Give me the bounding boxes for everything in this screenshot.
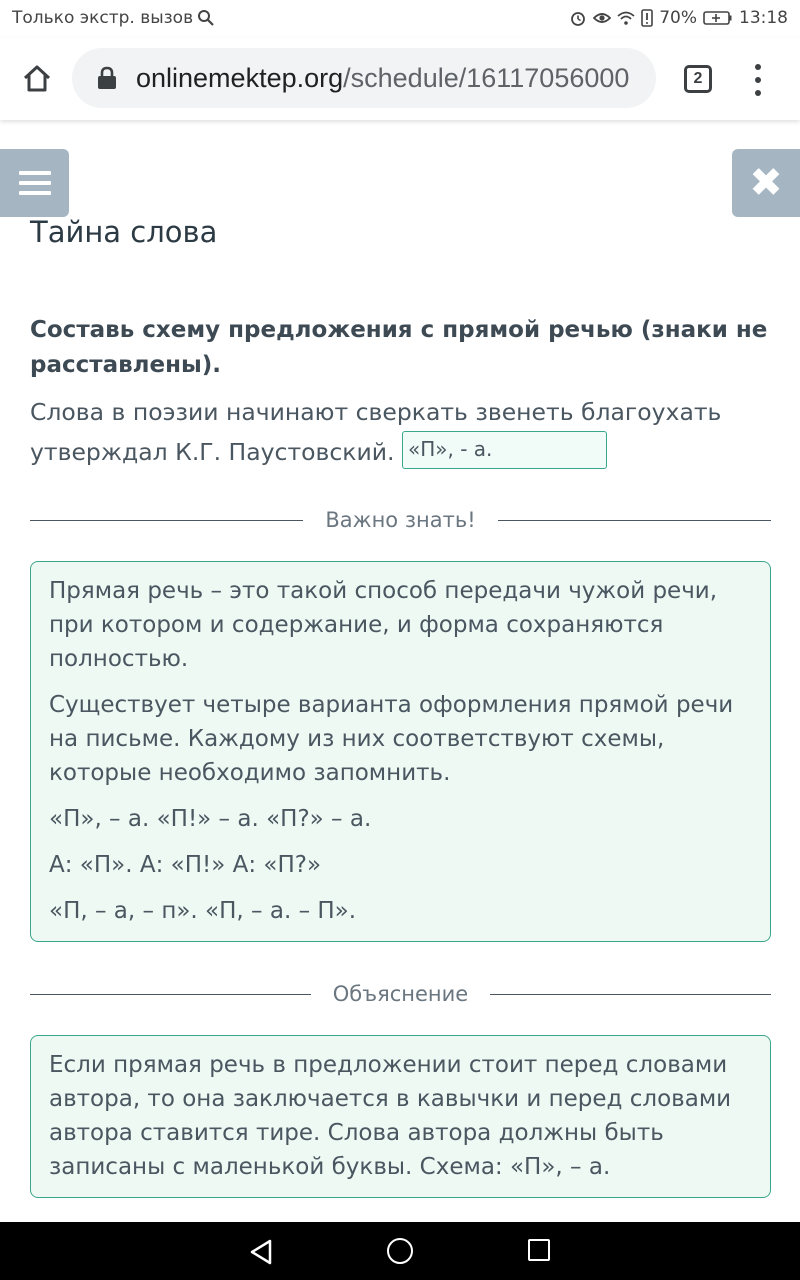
- explanation-divider: [30, 979, 771, 1009]
- eye-icon: [593, 9, 611, 27]
- important-paragraph: Существует четыре варианта оформления прямой речи на письме. Каждому из них соответствуют схемы, которые необходимо запомнить.: [49, 692, 734, 786]
- answer-input[interactable]: «П», - а.: [402, 431, 607, 469]
- battery-percent: 70%: [659, 8, 697, 28]
- scheme-line: А: «П». А: «П!» А: «П?»: [49, 852, 322, 878]
- divider-line: [30, 520, 303, 521]
- scheme-line: «П», – а. «П!» – а. «П?» – а.: [49, 806, 372, 832]
- back-icon[interactable]: [248, 1238, 274, 1266]
- status-left: [12, 8, 215, 28]
- task-sentence: [30, 392, 775, 473]
- hamburger-icon[interactable]: [0, 149, 69, 217]
- clock: 13:18: [739, 8, 788, 28]
- wifi-icon: [617, 9, 635, 27]
- recent-apps-icon[interactable]: [528, 1239, 550, 1261]
- page-title: Тайна слова: [30, 215, 218, 249]
- search-icon: [197, 9, 215, 27]
- important-paragraph: Прямая речь – это такой способ передачи чужой речи, при котором и содержание, и форма сохраняются полностью.: [49, 578, 718, 672]
- divider-line: [490, 994, 771, 995]
- circle-home-icon[interactable]: [387, 1238, 413, 1264]
- tab-switcher-button[interactable]: 2: [684, 65, 712, 93]
- carrier-text: Только экстр. вызов: [12, 8, 194, 28]
- browser-toolbar: [0, 38, 800, 120]
- navigation-bar: [0, 1222, 800, 1280]
- status-right: [569, 8, 788, 28]
- battery-icon: [703, 9, 733, 27]
- more-icon[interactable]: [744, 60, 772, 100]
- divider-line: [498, 520, 771, 521]
- home-icon: [22, 64, 52, 94]
- divider-line: [30, 994, 311, 995]
- alarm-icon: [569, 9, 587, 27]
- url-bar[interactable]: [72, 48, 656, 108]
- explanation-box: [30, 1035, 771, 1198]
- explanation-text: Если прямая речь в предложении стоит перед словами автора, то она заключается в кавычки и перед словами автора ставится тире. Слова автора должны быть записаны с маленькой буквы. Схема: «П», – а.: [49, 1052, 732, 1180]
- explanation-label: Объяснение: [332, 982, 469, 1006]
- status-bar: [0, 0, 800, 38]
- url-path: /schedule/16117056000: [343, 62, 630, 93]
- sentence-text: Слова в поэзии начинают сверкать звенеть благоухать утверждал К.Г. Паустовский.: [30, 398, 722, 466]
- lock-icon: [96, 66, 118, 90]
- url-text: [136, 63, 629, 94]
- scheme-line: «П, – а, – п». «П, – а. – П».: [49, 898, 357, 924]
- home-button[interactable]: [14, 56, 60, 102]
- important-label: Важно знать!: [325, 508, 476, 532]
- task-question: Составь схему предложения с прямой речью (знаки не расставлены).: [30, 317, 768, 378]
- alert-icon: [641, 9, 653, 27]
- url-domain: onlinemektep.org: [136, 62, 344, 93]
- close-icon[interactable]: ✖: [732, 149, 800, 217]
- important-box: [30, 561, 771, 942]
- important-divider: [30, 505, 771, 535]
